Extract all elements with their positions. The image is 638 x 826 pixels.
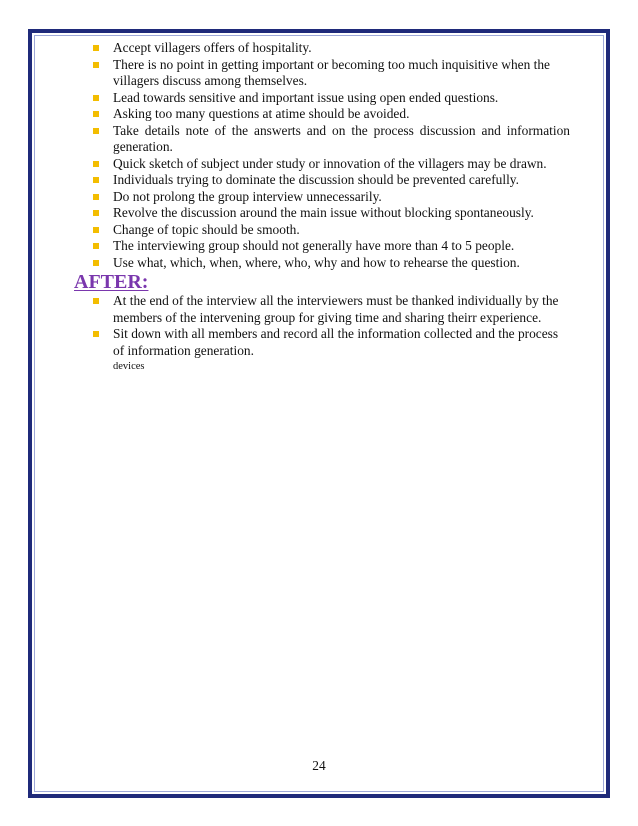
page-number: 24 <box>312 758 326 773</box>
list-item-text: The interviewing group should not generally have more than 4 to 5 people. <box>113 238 515 253</box>
square-bullet-icon <box>93 177 99 183</box>
list-item-text: Revolve the discussion around the main issue without blocking spontaneously. <box>113 205 534 220</box>
square-bullet-icon <box>93 45 99 51</box>
square-bullet-icon <box>93 161 99 167</box>
list-item-text: Accept villagers offers of hospitality. <box>113 40 312 55</box>
list-item <box>78 57 570 90</box>
list-item <box>78 189 570 206</box>
list-item <box>78 326 570 359</box>
list-item <box>78 123 570 156</box>
square-bullet-icon <box>93 210 99 216</box>
list-item <box>78 90 570 107</box>
list-item <box>78 156 570 173</box>
list-item <box>78 293 570 326</box>
list-item-text: Quick sketch of subject under study or innovation of the villagers may be drawn. <box>113 155 547 171</box>
list-item <box>78 172 570 189</box>
list-item-text: Sit down with all members and record all the information collected and the process of information generation. <box>113 326 559 358</box>
list-item-text: Do not prolong the group interview unnecessarily. <box>113 188 382 204</box>
square-bullet-icon <box>93 243 99 249</box>
square-bullet-icon <box>93 331 99 337</box>
guidelines-list <box>78 40 570 271</box>
list-item <box>78 255 570 272</box>
square-bullet-icon <box>93 128 99 134</box>
list-item-text: Change of topic should be smooth. <box>113 221 300 237</box>
list-item-text: Individuals trying to dominate the discussion should be prevented carefully. <box>113 172 519 187</box>
list-item-text: Take details note of the answerts and on the process discussion and information generation. <box>113 122 570 154</box>
list-item-text: Use what, which, when, where, who, why and how to rehearse the question. <box>113 254 520 270</box>
list-item <box>78 205 570 222</box>
list-item-text: Lead towards sensitive and important issue using open ended questions. <box>113 89 499 105</box>
square-bullet-icon <box>93 95 99 101</box>
list-item <box>78 222 570 239</box>
document-body <box>74 40 570 373</box>
list-item-text: There is no point in getting important or becoming too much inquisitive when the villagers discuss among themselves. <box>113 56 550 88</box>
square-bullet-icon <box>93 298 99 304</box>
after-list <box>78 293 570 359</box>
list-item <box>78 106 570 123</box>
section-heading-after: AFTER: <box>74 271 149 293</box>
square-bullet-icon <box>93 194 99 200</box>
square-bullet-icon <box>93 227 99 233</box>
list-item-text: At the end of the interview all the interviewers must be thanked individually by the members of the intervening group for giving time and sharing theirr experience. <box>113 293 559 325</box>
list-item <box>78 40 570 57</box>
square-bullet-icon <box>93 260 99 266</box>
stray-note: devices <box>113 361 145 372</box>
list-item-text: Asking too many questions at atime should be avoided. <box>113 106 410 121</box>
list-item <box>78 238 570 255</box>
square-bullet-icon <box>93 62 99 68</box>
square-bullet-icon <box>93 111 99 117</box>
